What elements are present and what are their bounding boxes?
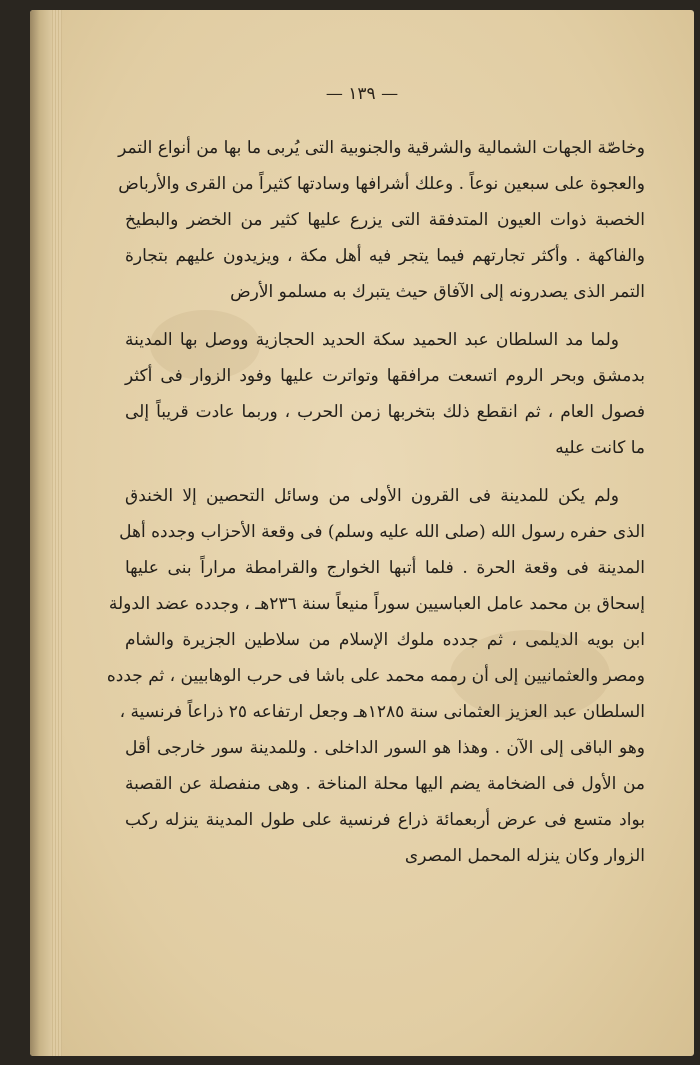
book-page — [30, 10, 694, 1056]
text-line: من الأول فى الضخامة يضم اليها محلة المناخة . وهى منفصلة عن القصبة — [125, 774, 645, 794]
text-line: ابن بويه الديلمى ، ثم جدده ملوك الإسلام من سلاطين الجزيرة والشام — [125, 630, 645, 650]
book-spine-shadow — [30, 10, 52, 1056]
text-line: وهو الباقى إلى الآن . وهذا هو السور الداخلى . وللمدينة سور خارجى أقل — [125, 738, 645, 758]
page-edges — [52, 10, 62, 1056]
page-number: — ١٣٩ — — [325, 84, 399, 104]
text-line: فصول العام ، ثم انقطع ذلك بتخربها زمن الحرب ، وربما عادت قريباً إلى — [125, 402, 645, 422]
text-line: والعجوة على سبعين نوعاً . وعلك أشرافها وسادتها كثيراً من القرى والأرباض — [118, 174, 645, 194]
text-line: ولم يكن للمدينة فى القرون الأولى من وسائل التحصين إلا الخندق — [125, 486, 619, 506]
text-line: ولما مد السلطان عبد الحميد سكة الحديد الحجازية ووصل بها المدينة — [125, 330, 619, 350]
text-line: بدمشق وبحر الروم اتسعت مرافقها وتواترت عليها وفود الزوار فى أكثر — [125, 366, 645, 386]
text-line: ومصر والعثمانيين إلى أن رممه محمد على باشا فى حرب الوهابيين ، ثم جدده — [106, 666, 645, 686]
body-text — [106, 130, 645, 874]
text-line: المدينة فى وقعة الحرة . فلما أتبها الخوارج والقرامطة مراراً بنى عليها — [125, 558, 645, 578]
text-line: السلطان عبد العزيز العثمانى سنة ١٢٨٥هـ وجعل ارتفاعه ٢٥ ذراعاً فرنسية ، — [119, 702, 645, 722]
text-line: ما كانت عليه — [555, 438, 645, 458]
text-line: الخصبة ذوات العيون المتدفقة التى يزرع عليها كثير من الخضر والبطيخ — [125, 210, 645, 230]
text-line: بواد متسع فى عرض أربعمائة ذراع فرنسية على طول المدينة ينزله ركب — [125, 810, 645, 830]
text-line: وخاصّة الجهات الشمالية والشرقية والجنوبية التى يُربى ما بها من أنواع التمر — [118, 138, 645, 158]
text-line: التمر الذى يصدرونه إلى الآفاق حيث يتبرك به مسلمو الأرض — [230, 282, 645, 302]
text-line: الزوار وكان ينزله المحمل المصرى — [404, 846, 645, 866]
text-line: والفاكهة . وأكثر تجارتهم فيما يتجر فيه أهل مكة ، ويزيدون عليهم بتجارة — [125, 246, 645, 266]
text-line: إسحاق بن محمد عامل العباسيين سوراً منيعاً سنة ٢٣٦هـ ، وجدده عضد الدولة — [108, 594, 645, 614]
text-line: الذى حفره رسول الله (صلى الله عليه وسلم) فى وقعة الأحزاب وجدده أهل — [119, 522, 645, 542]
